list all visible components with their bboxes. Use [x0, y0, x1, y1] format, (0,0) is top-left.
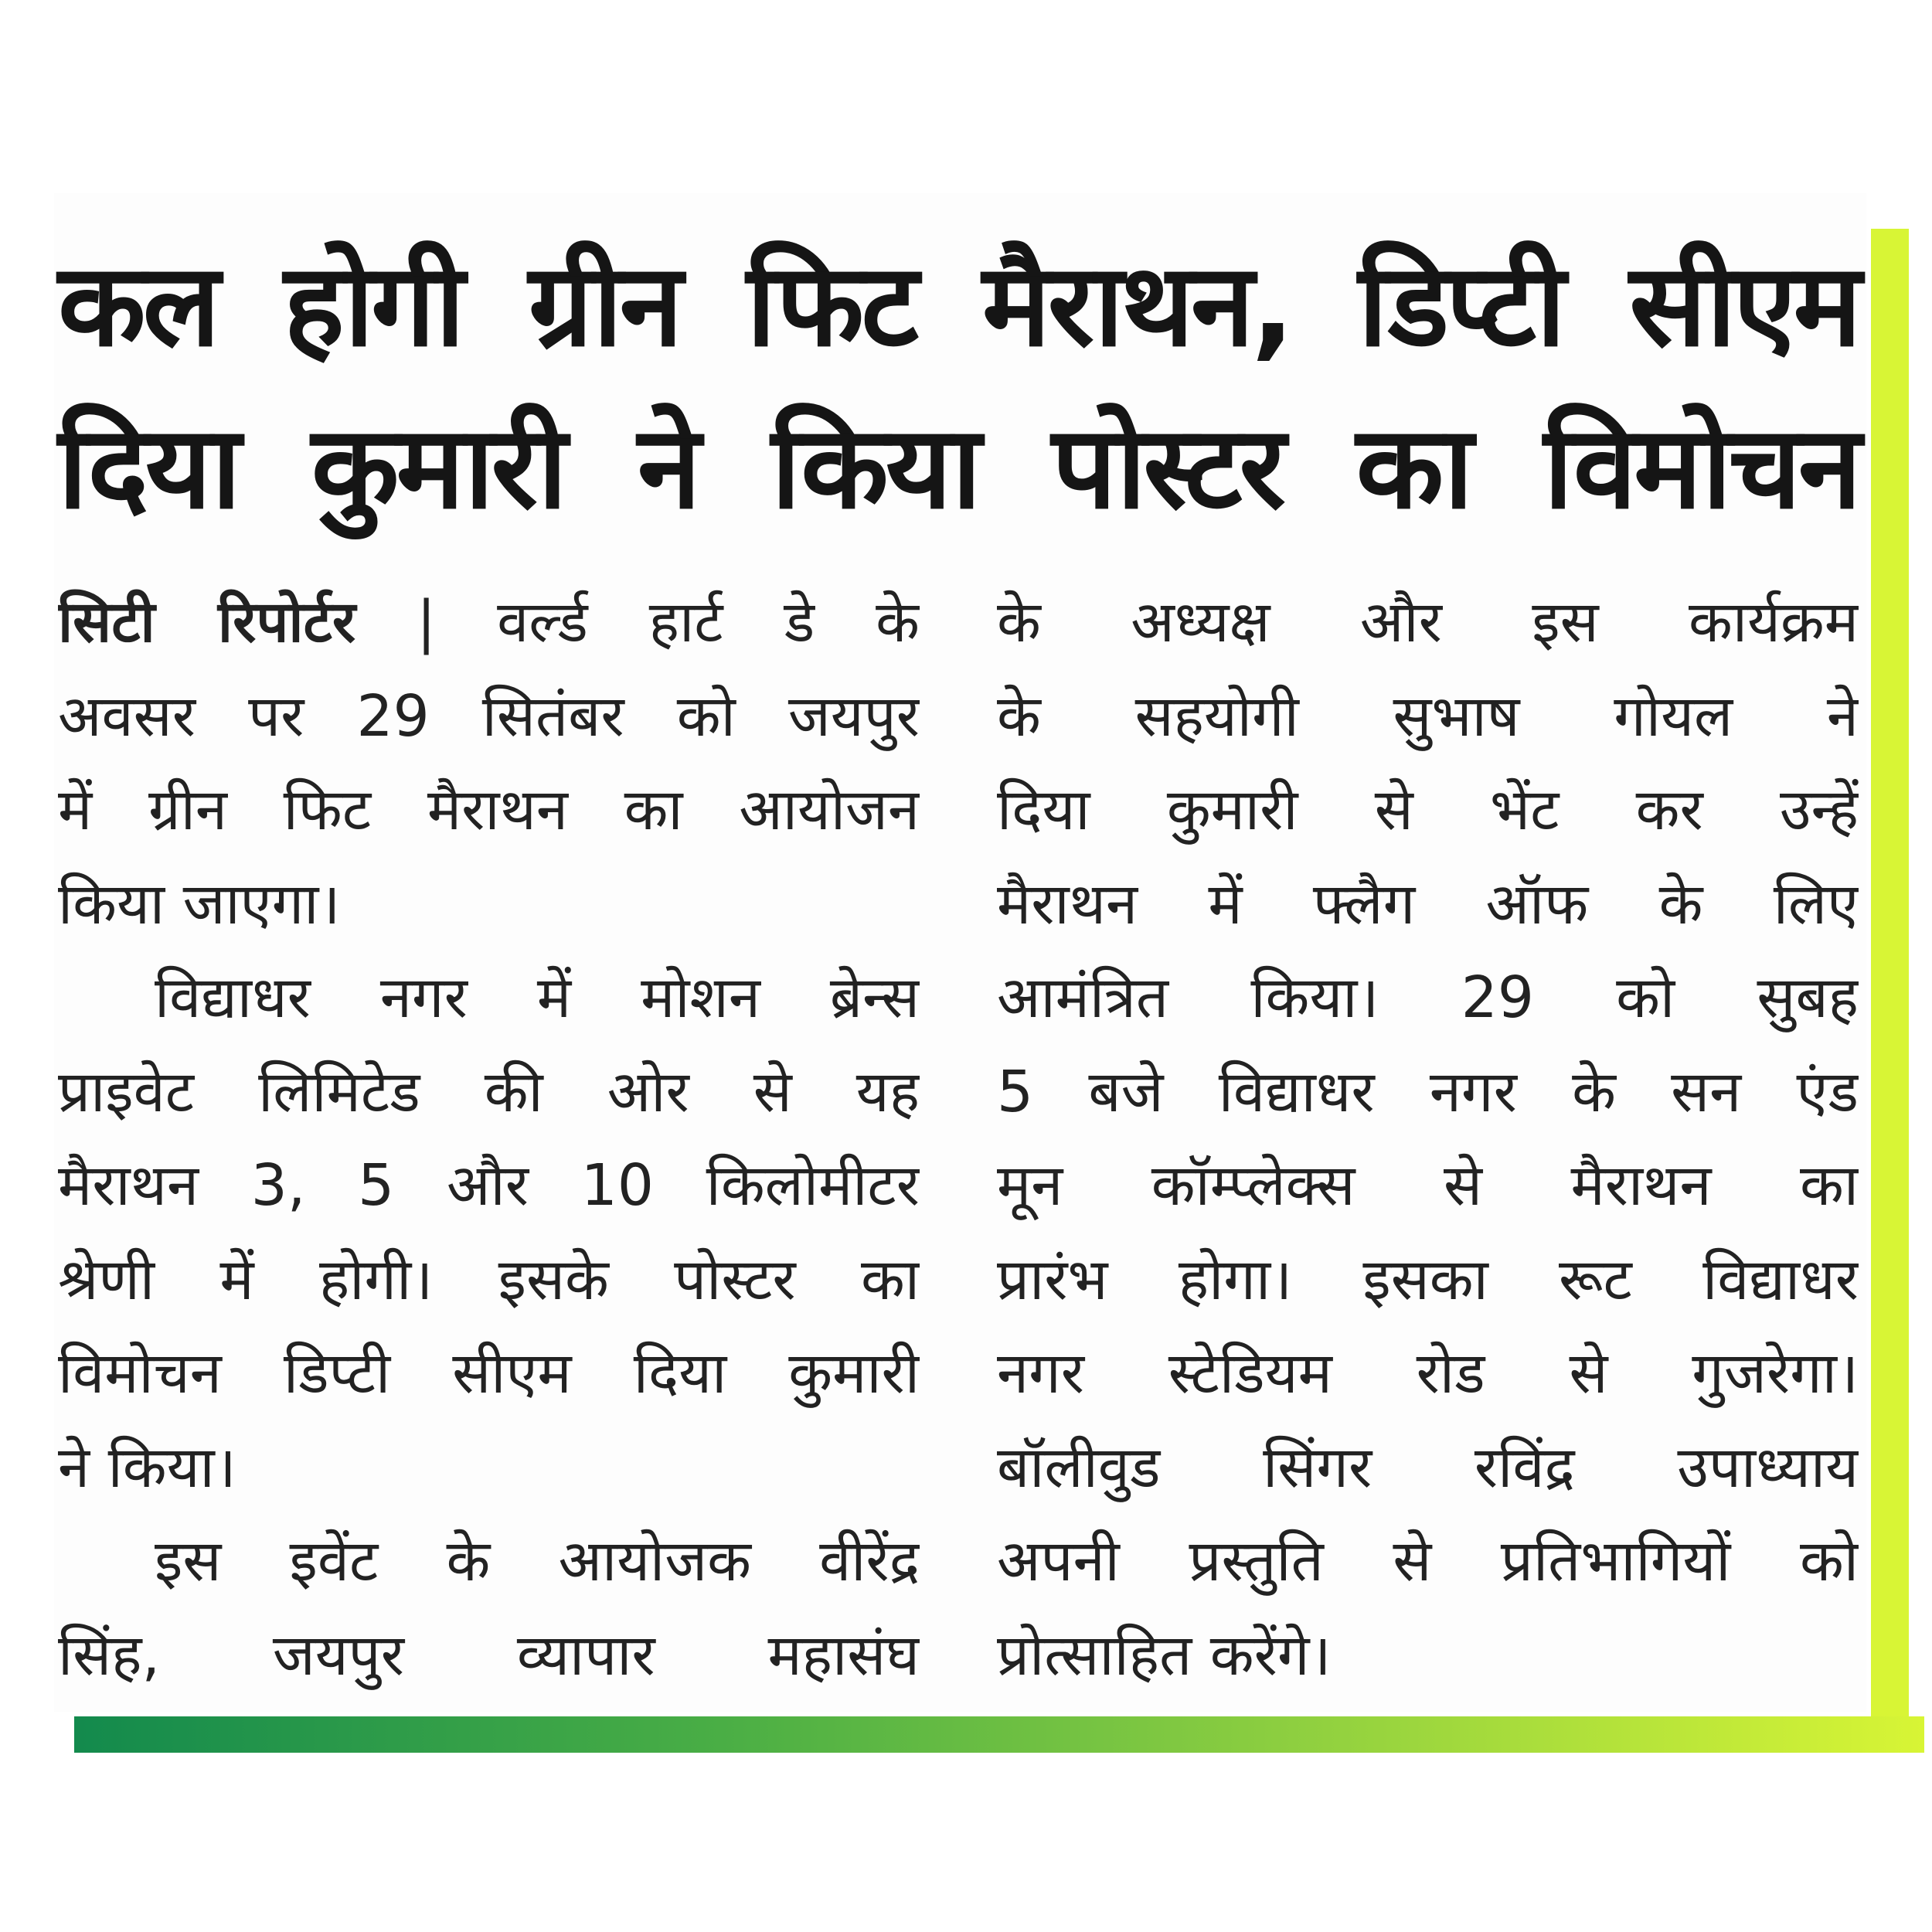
- text-line: किया जाएगा।: [58, 870, 341, 937]
- text-line: अवसर पर 29 सितंबर को जयपुर: [58, 682, 920, 750]
- text-line: विद्याधर नगर में मोशन ब्रेन्स: [155, 964, 920, 1031]
- text-line: मैराथन 3, 5 और 10 किलोमीटर: [58, 1152, 920, 1219]
- text-line: आमंत्रित किया। 29 को सुबह: [997, 964, 1859, 1031]
- byline: सिटी रिपोर्टर: [58, 589, 356, 655]
- text-line: नगर स्टेडियम रोड से गुजरेगा।: [997, 1340, 1859, 1406]
- accent-bar-right: [1871, 229, 1909, 1753]
- article-column-right: [997, 576, 1859, 1702]
- headline-line-1: कल होगी ग्रीन फिट मैराथन, डिप्टी सीएम: [58, 239, 1859, 372]
- text-line: वर्ल्ड हार्ट डे के: [497, 589, 920, 655]
- article-column-left: [58, 576, 920, 1702]
- text-line: सिंह, जयपुर व्यापार महासंघ: [58, 1621, 920, 1689]
- text-line: मैराथन में फ्लैग ऑफ के लिए: [997, 870, 1859, 937]
- text-line: ने किया।: [58, 1434, 236, 1501]
- text-line: 5 बजे विद्याधर नगर के सन एंड: [997, 1058, 1859, 1125]
- text-line: श्रेणी में होगी। इसके पोस्टर का: [58, 1246, 920, 1313]
- headline-line-2: दिया कुमारी ने किया पोस्टर का विमोचन: [58, 401, 1859, 534]
- accent-bar-bottom-gradient: [74, 1716, 1924, 1753]
- text-line: प्रोत्साहित करेंगे।: [997, 1621, 1332, 1689]
- text-line: प्राइवेट लिमिटेड की ओर से यह: [58, 1058, 920, 1125]
- text-line: बॉलीवुड सिंगर रविंद्र उपाध्याय: [997, 1434, 1859, 1501]
- text-line: में ग्रीन फिट मैराथन का आयोजन: [58, 777, 920, 843]
- headline: [58, 224, 1859, 549]
- text-line: के सहयोगी सुभाष गोयल ने: [997, 682, 1859, 750]
- text-line: मून कॉम्प्लेक्स से मैराथन का: [997, 1152, 1859, 1219]
- text-line: प्रारंभ होगा। इसका रूट विद्याधर: [997, 1246, 1859, 1313]
- byline-line: [58, 576, 920, 670]
- text-line: दिया कुमारी से भेंट कर उन्हें: [997, 777, 1859, 843]
- byline-separator: |: [417, 589, 437, 655]
- text-line: के अध्यक्ष और इस कार्यक्रम: [997, 589, 1859, 655]
- text-line: इस इवेंट के आयोजक वीरेंद्र: [155, 1528, 920, 1594]
- text-line: विमोचन डिप्टी सीएम दिया कुमारी: [58, 1340, 920, 1406]
- text-line: अपनी प्रस्तुति से प्रतिभागियों को: [997, 1528, 1859, 1594]
